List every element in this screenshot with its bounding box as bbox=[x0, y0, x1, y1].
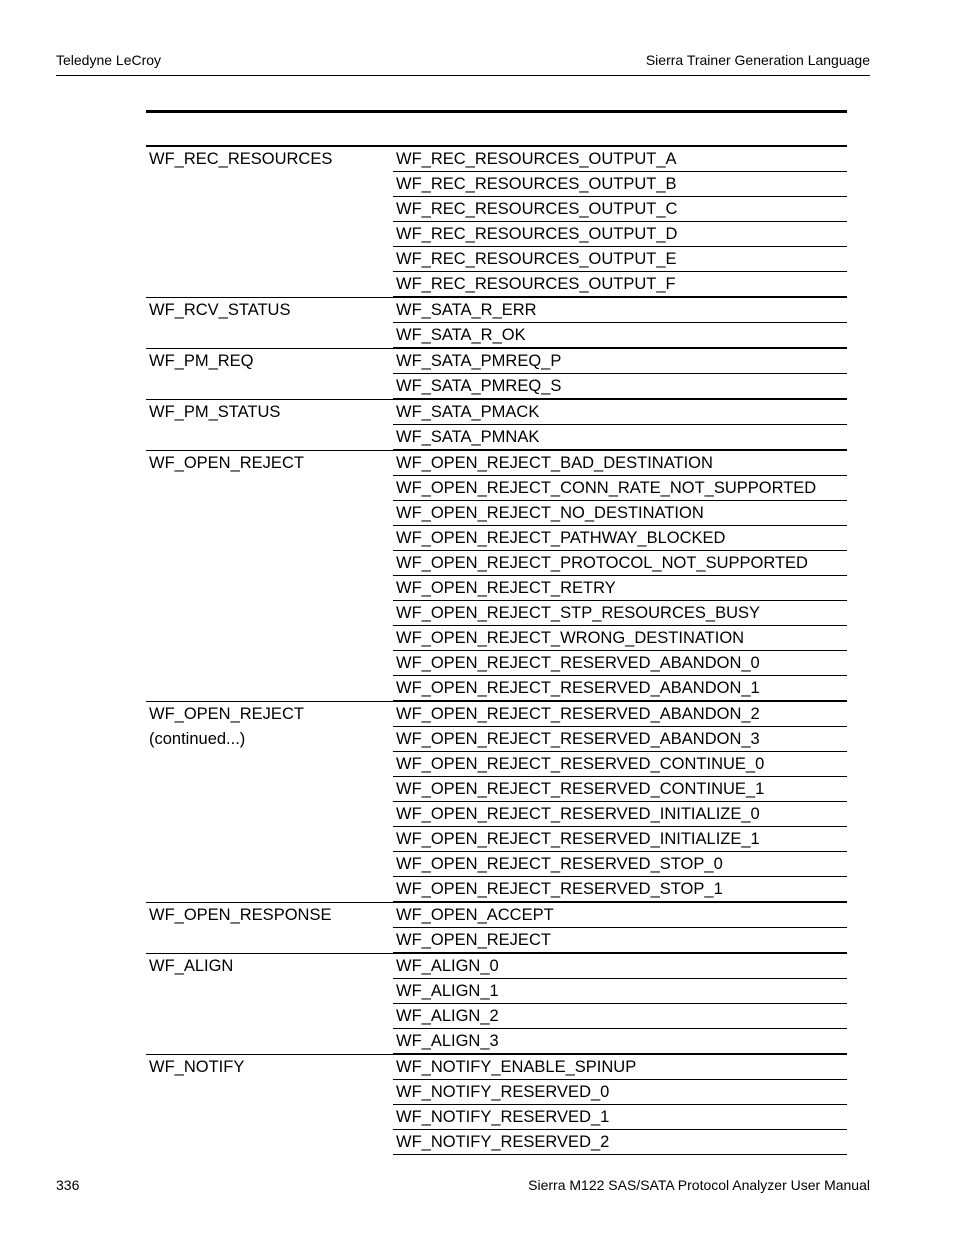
value-row: WF_NOTIFY_RESERVED_2 bbox=[393, 1130, 847, 1155]
value-row: WF_SATA_R_OK bbox=[393, 323, 847, 348]
group-label-text: WF_RCV_STATUS bbox=[149, 301, 291, 319]
group-label-text: WF_OPEN_RESPONSE bbox=[149, 906, 332, 924]
group-values bbox=[393, 298, 847, 348]
group-label-text: WF_REC_RESOURCES bbox=[149, 150, 333, 168]
group-label bbox=[146, 702, 393, 902]
page-number: 336 bbox=[56, 1177, 80, 1193]
value-row: WF_SATA_PMREQ_P bbox=[393, 349, 847, 374]
value-row: WF_OPEN_REJECT_RETRY bbox=[393, 576, 847, 601]
header-section-title: Sierra Trainer Generation Language bbox=[645, 52, 870, 68]
table-group bbox=[146, 399, 847, 450]
value-row: WF_OPEN_REJECT_RESERVED_STOP_1 bbox=[393, 877, 847, 902]
value-row: WF_OPEN_REJECT_RESERVED_ABANDON_3 bbox=[393, 727, 847, 752]
value-row: WF_ALIGN_0 bbox=[393, 954, 847, 979]
table-group bbox=[146, 701, 847, 902]
value-row: WF_SATA_R_ERR bbox=[393, 298, 847, 323]
value-row: WF_OPEN_REJECT_PROTOCOL_NOT_SUPPORTED bbox=[393, 551, 847, 576]
header-company: Teledyne LeCroy bbox=[56, 52, 162, 68]
group-label-text: WF_ALIGN bbox=[149, 957, 234, 975]
value-row: WF_OPEN_REJECT_NO_DESTINATION bbox=[393, 501, 847, 526]
value-row: WF_OPEN_REJECT_STP_RESOURCES_BUSY bbox=[393, 601, 847, 626]
group-label bbox=[146, 954, 393, 1054]
value-row: WF_OPEN_REJECT_WRONG_DESTINATION bbox=[393, 626, 847, 651]
group-label bbox=[146, 903, 393, 953]
value-row: WF_OPEN_REJECT bbox=[393, 928, 847, 953]
value-row: WF_OPEN_REJECT_RESERVED_STOP_0 bbox=[393, 852, 847, 877]
value-row: WF_OPEN_REJECT_BAD_DESTINATION bbox=[393, 451, 847, 476]
value-row: WF_ALIGN_1 bbox=[393, 979, 847, 1004]
value-row: WF_ALIGN_2 bbox=[393, 1004, 847, 1029]
enum-table bbox=[146, 145, 847, 1155]
value-row: WF_OPEN_REJECT_PATHWAY_BLOCKED bbox=[393, 526, 847, 551]
value-row: WF_NOTIFY_ENABLE_SPINUP bbox=[393, 1055, 847, 1080]
group-values bbox=[393, 400, 847, 450]
group-label-text: WF_PM_REQ bbox=[149, 352, 254, 370]
group-continued-note: (continued...) bbox=[149, 730, 246, 748]
group-label bbox=[146, 349, 393, 399]
value-row: WF_REC_RESOURCES_OUTPUT_A bbox=[393, 147, 847, 172]
value-row: WF_SATA_PMNAK bbox=[393, 425, 847, 450]
group-label bbox=[146, 400, 393, 450]
value-row: WF_OPEN_REJECT_RESERVED_ABANDON_0 bbox=[393, 651, 847, 676]
table-top-rule bbox=[146, 110, 847, 113]
table-group bbox=[146, 145, 847, 297]
group-label-text: WF_NOTIFY bbox=[149, 1058, 245, 1076]
group-label bbox=[146, 451, 393, 701]
page-header bbox=[56, 52, 870, 72]
group-label bbox=[146, 147, 393, 297]
value-row: WF_REC_RESOURCES_OUTPUT_E bbox=[393, 247, 847, 272]
group-values bbox=[393, 903, 847, 953]
value-row: WF_NOTIFY_RESERVED_1 bbox=[393, 1105, 847, 1130]
value-row: WF_OPEN_REJECT_RESERVED_INITIALIZE_0 bbox=[393, 802, 847, 827]
group-label-text: WF_OPEN_REJECT bbox=[149, 454, 304, 472]
table-group bbox=[146, 297, 847, 348]
table-group bbox=[146, 953, 847, 1054]
value-row: WF_OPEN_REJECT_CONN_RATE_NOT_SUPPORTED bbox=[393, 476, 847, 501]
value-row: WF_OPEN_REJECT_RESERVED_CONTINUE_0 bbox=[393, 752, 847, 777]
value-row: WF_OPEN_REJECT_RESERVED_ABANDON_1 bbox=[393, 676, 847, 701]
value-row: WF_ALIGN_3 bbox=[393, 1029, 847, 1054]
value-row: WF_REC_RESOURCES_OUTPUT_B bbox=[393, 172, 847, 197]
group-label-text: WF_PM_STATUS bbox=[149, 403, 281, 421]
value-row: WF_OPEN_REJECT_RESERVED_ABANDON_2 bbox=[393, 702, 847, 727]
page-footer bbox=[56, 1177, 870, 1197]
value-row: WF_REC_RESOURCES_OUTPUT_C bbox=[393, 197, 847, 222]
footer-manual-title: Sierra M122 SAS/SATA Protocol Analyzer User Manual bbox=[528, 1177, 870, 1193]
value-row: WF_REC_RESOURCES_OUTPUT_D bbox=[393, 222, 847, 247]
group-values bbox=[393, 702, 847, 902]
group-values bbox=[393, 451, 847, 701]
header-divider bbox=[56, 75, 870, 76]
group-values bbox=[393, 954, 847, 1054]
group-label bbox=[146, 298, 393, 348]
group-label-text: WF_OPEN_REJECT bbox=[149, 705, 304, 723]
group-values bbox=[393, 147, 847, 297]
value-row: WF_SATA_PMACK bbox=[393, 400, 847, 425]
group-label bbox=[146, 1055, 393, 1155]
value-row: WF_REC_RESOURCES_OUTPUT_F bbox=[393, 272, 847, 297]
group-values bbox=[393, 349, 847, 399]
table-group bbox=[146, 1054, 847, 1155]
table-group bbox=[146, 348, 847, 399]
table-group bbox=[146, 902, 847, 953]
value-row: WF_OPEN_ACCEPT bbox=[393, 903, 847, 928]
value-row: WF_NOTIFY_RESERVED_0 bbox=[393, 1080, 847, 1105]
value-row: WF_OPEN_REJECT_RESERVED_CONTINUE_1 bbox=[393, 777, 847, 802]
group-values bbox=[393, 1055, 847, 1155]
table-group bbox=[146, 450, 847, 701]
value-row: WF_OPEN_REJECT_RESERVED_INITIALIZE_1 bbox=[393, 827, 847, 852]
value-row: WF_SATA_PMREQ_S bbox=[393, 374, 847, 399]
